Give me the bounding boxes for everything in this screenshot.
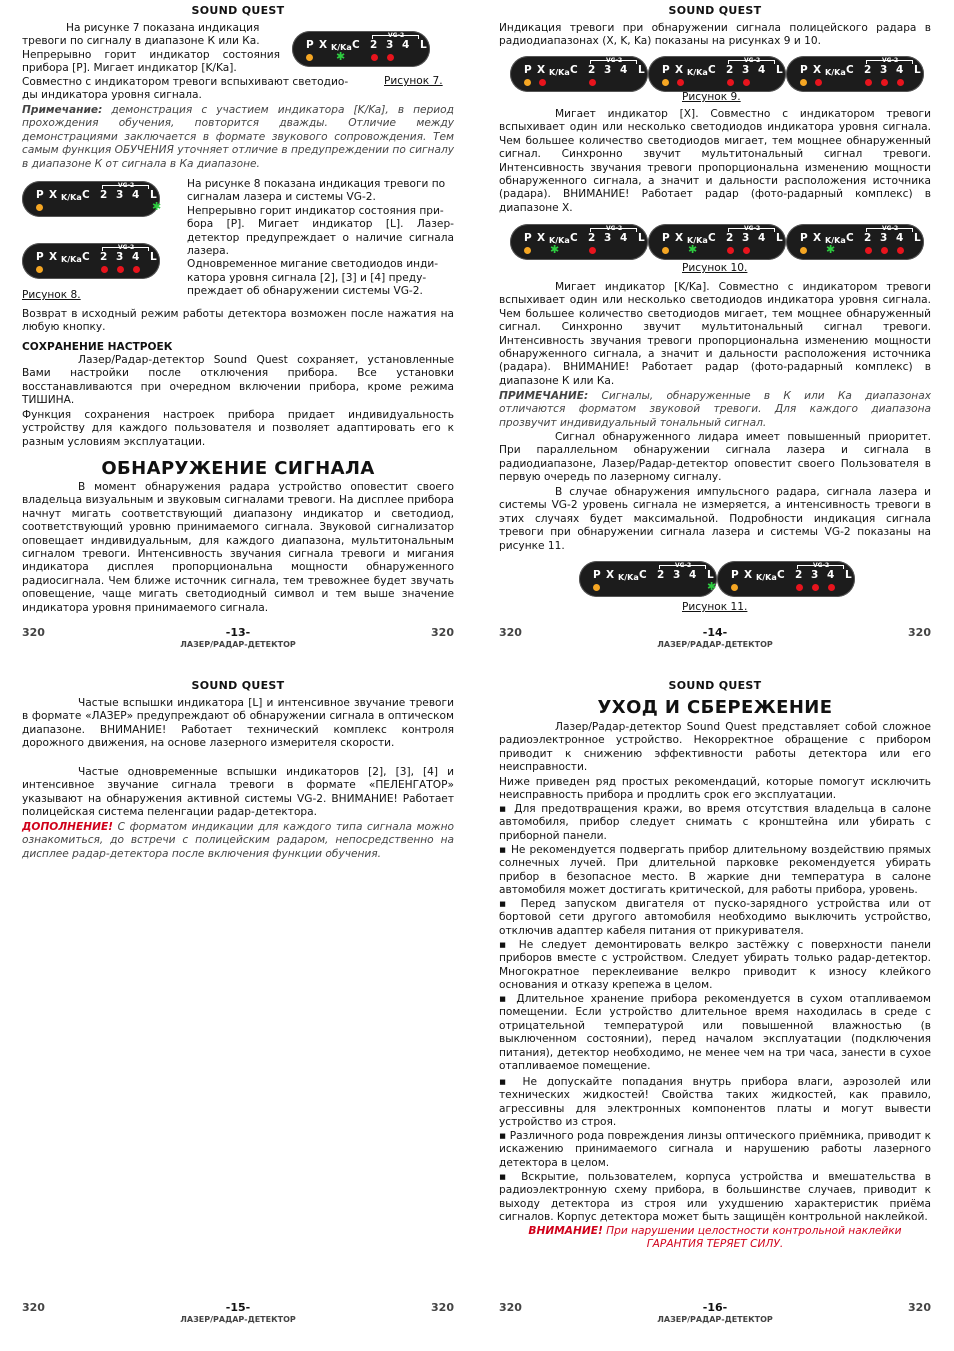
care-intro-text: Лазер/Радар-детектор Sound Quest представляет собой сложное радиоэлектронное устройство. Некорректное обращение с прибором приводит к снижению эффективности работы детектора или его неисправности.: [499, 721, 931, 774]
led-p-yellow: [800, 79, 807, 86]
indicator-4: 4: [132, 251, 140, 263]
fig9-display-3: P X K/Ka C VG-2 2 3 4 L: [786, 56, 924, 92]
fig10-display-3: P X K/Ka C VG-2 2 3 4 L ✱: [786, 224, 924, 260]
vg2-label: VG-2: [118, 182, 135, 189]
indicator-l: L: [150, 189, 157, 201]
indicator-2: 2: [100, 189, 108, 201]
led-2-red: [589, 79, 596, 86]
fig7-display: [292, 31, 430, 67]
led-3-red: [812, 584, 819, 591]
led-3-red: [743, 247, 750, 254]
care-bullet-6: ▪ Не допускайте попадания внутрь прибора влаги, аэрозолей или технических жидкостей! Свойства таких жидкостей, как правило, агрессивны для электронных компонентов платы и могут вывести устройство из строя.: [499, 1076, 931, 1129]
led-p-yellow: [36, 266, 43, 273]
care-bullet-3: ▪ Перед запуском двигателя от пуско-зарядного устройства или от бортовой сети другого автомобиля необходимо выключить устройство, отключив адаптер кабеля питания от прикуривателя.: [499, 898, 931, 937]
vg2-label: VG-2: [118, 244, 135, 251]
care-bullet-8: ▪ Вскрытие, пользователем, корпуса устройства и вмешательства в радиоэлектронную схему прибора, в большинстве случаев, приводит к выходу детектора из строя или ухудшению характеристик приёма сигналов. Корпус детектора может быть защищён контрольной наклейкой.: [499, 1171, 931, 1224]
fig10-caption: Рисунок 10.: [682, 262, 748, 274]
led-4-red: [828, 584, 835, 591]
indicator-2: 2: [100, 251, 108, 263]
fig11-display-1: P X K/Ka C VG-2 2 3 4 L ✱: [579, 561, 717, 597]
led-2-red: [101, 266, 108, 273]
indicator-2: 2: [370, 39, 378, 51]
fig9-display-2: P X K/Ka C VG-2 2 3 4 L: [648, 56, 786, 92]
page-header: SOUND QUEST: [668, 4, 762, 17]
radar-intro-text: Индикация тревоги при обнаружении сигнала полицейского радара в радиодиапазонах (X, K, Ka) показаны на рисунках 9 и 10.: [499, 22, 931, 48]
section-title-care: УХОД И СБЕРЕЖЕНИЕ: [597, 697, 833, 718]
indicator-c: C: [352, 39, 360, 51]
led-p-yellow: [731, 584, 738, 591]
fig11-display-2: P X K/Ka C VG-2 2 3 4 L: [717, 561, 855, 597]
indicator-3: 3: [386, 39, 394, 51]
led-p-yellow: [524, 247, 531, 254]
section-title-detection: ОБНАРУЖЕНИЕ СИГНАЛА: [101, 458, 375, 479]
fig8-caption: Рисунок 8.: [22, 289, 81, 301]
led-l-green-star-icon: ✱: [707, 580, 717, 593]
led-l-green-star-icon: ✱: [152, 200, 162, 213]
note-14: ПРИМЕЧАНИЕ: Сигналы, обнаруженные в К или Ка диапазонах отличаются форматом звуковой тревоги. Для каждого диапазона прозвучит индивидуальный тональный сигнал.: [499, 390, 931, 429]
laser-alert-text: Частые вспышки индикатора [L] и интенсивное звучание тревоги в формате «ЛАЗЕР» предупреждают об обнаружении сигнала в оптическом диапазоне. ВНИМАНИЕ! Работает технический комплекс контроля дорожного движения, на основе лазерного измерителя скорости.: [22, 697, 454, 750]
indicator-3: 3: [116, 189, 124, 201]
fig8-display-2: [22, 243, 160, 279]
indicator-kka: K/Ka: [331, 43, 352, 52]
indicator-p: P: [306, 39, 314, 51]
care-bullet-4: ▪ Не следует демонтировать велкро застёжку с поверхности панели приборов вместе с устройством. Следует убирать только радар-детектор. Многократное переклеивание велкро приводит к износу клейкого основания и отказу крепежа в целом.: [499, 939, 931, 992]
led-3-red: [881, 247, 888, 254]
indicator-l: L: [150, 251, 157, 263]
led-kka-green-star-icon: ✱: [336, 50, 346, 63]
warranty-warning: ВНИМАНИЕ! При нарушении целостности контрольной наклейки ГАРАНТИЯ ТЕРЯЕТ СИЛУ.: [528, 1225, 902, 1251]
led-x-red: [539, 79, 546, 86]
led-2-red: [796, 584, 803, 591]
led-3-red: [743, 79, 750, 86]
care-bullet-1: ▪ Для предотвращения кражи, во время отсутствия владельца в салоне автомобиля, прибор следует снимать с кронштейна или убирать с приборной панели.: [499, 803, 931, 842]
indicator-p: P: [36, 189, 44, 201]
led-4-red: [897, 247, 904, 254]
indicator-l: L: [420, 39, 427, 51]
led-p-yellow: [306, 54, 313, 61]
fig8-display-1: [22, 181, 160, 217]
indicator-4: 4: [402, 39, 410, 51]
led-p-yellow: [36, 204, 43, 211]
page-number: -14-: [702, 626, 728, 639]
page-header: SOUND QUEST: [191, 679, 285, 692]
fig10-display-1: P X K/Ka C VG-2 2 3 4 L ✱: [510, 224, 648, 260]
indicator-x: X: [49, 189, 58, 201]
page-number: -13-: [225, 626, 251, 639]
vg2-alert-text: Частые одновременные вспышки индикаторов [2], [3], [4] и интенсивное звучание сигнала тревоги в формате «ПЕЛЕНГАТОР» указывают на обнаружения активной системы VG-2. ВНИМАНИЕ! Работает полицейская система пеленгации радар-детектора.: [22, 766, 454, 819]
care-bullet-2: ▪ Не рекомендуется подвергать прибор длительному воздействию прямых солнечных лучей. При длительной парковке рекомендуется убирать прибор в безопасное место. В жаркие дни температура в салоне автомобиля может достигать критической, для работы прибора, уровень.: [499, 844, 931, 897]
indicator-3: 3: [116, 251, 124, 263]
indicator-c: C: [82, 189, 90, 201]
led-p-yellow: [524, 79, 531, 86]
indicator-kka: K/Ka: [61, 193, 82, 202]
return-text: Возврат в исходный режим работы детектора возможен после нажатия на любую кнопку.: [22, 308, 454, 334]
led-x-red: [677, 79, 684, 86]
page-header: SOUND QUEST: [668, 679, 762, 692]
vg2-label: VG-2: [388, 32, 405, 39]
led-4-red: [133, 266, 140, 273]
x-band-text: Мигает индикатор [X]. Совместно с индикатором тревоги вспыхивает один или несколько светодиодов индикатора уровня сигнала. Чем большее количество светодиодов мигает, тем мощнее обнаруженный сигнал. Синхронно звучит мультитональный сигнал тревоги. Интенсивность звучания тревоги пропорциональна изменению мощности обнаруженного сигнала, а значит и дальности расположения источника (радара). ВНИМАНИЕ! Работает радар (фото-радарный комплекс) в диапазоне Х.: [499, 108, 931, 214]
fig7-text: На рисунке 7 показана индикация тревоги по сигналу в диапазоне К или Ка. Непрерывно горит индикатор состояния прибора [P]. Мигает индикатор [K/Ka].: [22, 22, 280, 75]
care-bullet-7: ▪ Различного рода повреждения линзы оптического приёмника, приводит к искажению принимаемого сигнала и нарушению работы лазерного детектора в целом.: [499, 1130, 931, 1169]
care-bullet-5: ▪ Длительное хранение прибора рекомендуется в сухом отапливаемом помещении. Если устройство длительное время находилась в среде с отрицательной температурой или повышенной влажностью (в выключенном состоянии), перед началом эксплуатации (подключения питания), детектор необходимо, не менее чем на три часа, занести в сухое отапливаемое помещение.: [499, 993, 931, 1073]
indicator-kka: K/Ka: [61, 255, 82, 264]
care-recommend-text: Ниже приведен ряд простых рекомендаций, которые помогут исключить неисправность прибора и продлить срок его эксплуатации.: [499, 776, 931, 802]
indicator-4: 4: [132, 189, 140, 201]
addition-note: ДОПОЛНЕНИЕ! С форматом индикации для каждого типа сигнала можно ознакомиться, до встречи с полицейским радаром, непосредственно на дисплее радар-детектора после включения функции обучения.: [22, 821, 454, 860]
page-number: -16-: [702, 1301, 728, 1314]
led-2-red: [589, 247, 596, 254]
note-13: Примечание: демонстрация с участием индикатора [K/Ka], в период прохождения обучения, повторится дважды. Отличие между демонстрациями заключается в формате звукового сопровождения. Тем самым функция ОБУЧЕНИЯ уточняет отличие в предупреждении по сигналу в диапазоне К от сигнала в Ка диапазоне.: [22, 104, 454, 170]
led-3-red: [387, 54, 394, 61]
led-2-red: [727, 79, 734, 86]
led-2-red: [865, 247, 872, 254]
led-2-red: [371, 54, 378, 61]
led-p-yellow: [800, 247, 807, 254]
page-header: SOUND QUEST: [191, 4, 285, 17]
indicator-p: P: [36, 251, 44, 263]
led-x-red: [815, 79, 822, 86]
pulse-radar-text: В случае обнаружения импульсного радара, сигнала лазера и системы VG-2 уровень сигнала не измеряется, а интенсивность тревоги в этих случаях будет максимальной. Подробности индикация сигнала тревоги при обнаружении сигнала лазера и системы VG-2 показаны на рисунке 11.: [499, 486, 931, 552]
fig9-caption: Рисунок 9.: [682, 91, 741, 103]
led-4-red: [897, 79, 904, 86]
indicator-x: X: [49, 251, 58, 263]
k-band-text: Мигает индикатор [K/Ka]. Совместно с индикатором тревоги вспыхивает один или несколько светодиодов индикатора уровня сигнала. Чем большее количество светодиодов мигает, тем мощнее обнаруженный сигнал. Синхронно звучит мультитональный сигнал тревоги. Интенсивность звучания тревоги пропорциональна изменению мощности обнаруженного сигнала, а значит и дальности расположения источника (радара). ВНИМАНИЕ! Работает радар (фото-радарный комплекс) в диапазоне К или Ка.: [499, 281, 931, 387]
detection-text: В момент обнаружения радара устройство оповестит своего владельца визуальным и звуковым сигналами тревоги. На дисплее прибора начнут мигать соответствующий диапазону индикатор и светодиод, соответствующий уровню принимаемого сигнала. Звуковой сигнализатор оповещает индивидуальным, для каждого диапазона, мультитональным сигналом тревоги. Интенсивность звучания сигнала тревоги и мигания индикатора дисплея пропорциональна мощности обнаруженного радиосигнала. Чем ближе источник сигнала, тем тревожнее будет звучать оповещение, чаще мигать светодиодный символ и тем выше значение индикатора уровня принимаемого сигнала.: [22, 481, 454, 614]
lidar-priority-text: Сигнал обнаруженного лидара имеет повышенный приоритет. При параллельном обнаружении сигнала лазера и сигнала в радиодиапазоне, Лазер/Радар-детектор оповестит своего Пользователя в первую очередь по лазерному сигналу.: [499, 431, 931, 484]
page-number: -15-: [225, 1301, 251, 1314]
led-2-red: [865, 79, 872, 86]
save-settings-title: СОХРАНЕНИЕ НАСТРОЕК: [22, 341, 173, 353]
led-2-red: [727, 247, 734, 254]
indicator-x: X: [319, 39, 328, 51]
led-kka-green-star-icon: ✱: [826, 243, 836, 256]
led-3-red: [117, 266, 124, 273]
led-3-red: [881, 79, 888, 86]
save-settings-text: Лазер/Радар-детектор Sound Quest сохраняет, установленные Вами настройки после отключения прибора. Все установки восстанавливаются при очередном включении прибора, кроме режима ТИШИНА.: [22, 354, 454, 407]
fig10-display-2: P X K/Ka C VG-2 2 3 4 L ✱: [648, 224, 786, 260]
fig8-text: На рисунке 8 показана индикация тревоги по сигналам лазера и системы VG-2. Непрерывно горит индикатор состояния при- бора [P]. Мигает индикатор [L]. Лазер- детектор предупреждает о наличие сигнала лазера. Одновременное мигание светодиодов инди- катора уровня сигнала [2], [3] и [4] преду- преждает об обнаружении системы VG-2.: [187, 178, 454, 298]
fig9-display-1: P X K/Ka C VG-2 2 3 4 L: [510, 56, 648, 92]
led-p-yellow: [593, 584, 600, 591]
indicator-c: C: [82, 251, 90, 263]
save-function-text: Функция сохранения настроек прибора придает индивидуальность устройству для каждого пользователя и позволяет адаптировать его к разным условиям эксплуатации.: [22, 409, 454, 448]
led-p-yellow: [662, 79, 669, 86]
fig7-caption: Рисунок 7.: [384, 75, 443, 87]
led-p-yellow: [662, 247, 669, 254]
fig11-caption: Рисунок 11.: [682, 601, 748, 613]
led-kka-green-star-icon: ✱: [550, 243, 560, 256]
fig7-text-cont: Совместно с индикатором тревоги вспыхивают светодио- ды индикатора уровня сигнала.: [22, 76, 349, 102]
led-kka-green-star-icon: ✱: [688, 243, 698, 256]
